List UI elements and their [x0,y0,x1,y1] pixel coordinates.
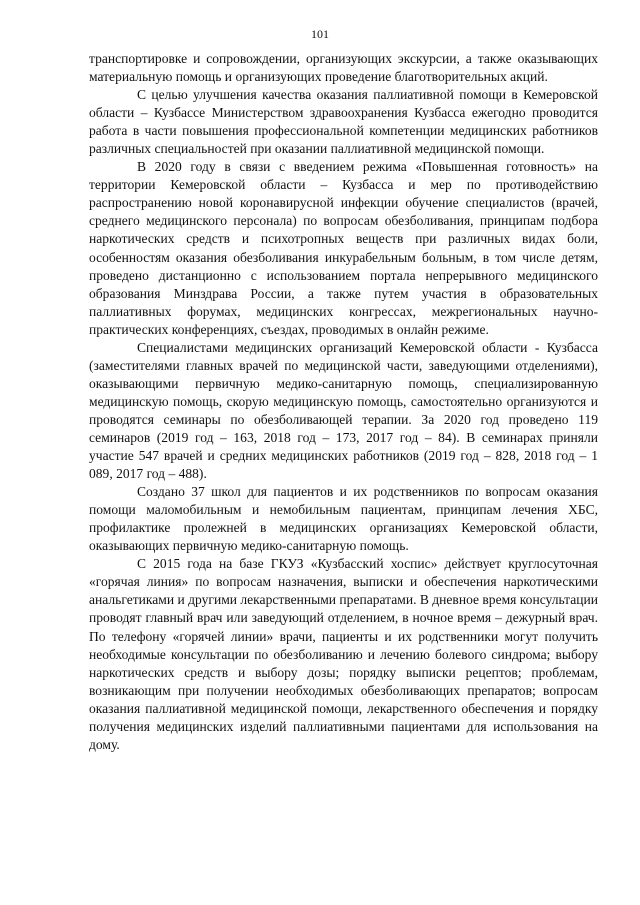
paragraph: Создано 37 школ для пациентов и их родственников по вопросам оказания помощи маломобильным и немобильным пациентам, принципам лечения ХБС, профилактике пролежней в медицинских организациях Кемеровской области, оказывающих первичную медико-санитарную помощь. [89,484,598,554]
paragraph: Специалистами медицинских организаций Кемеровской области - Кузбасса (заместителями главных врачей по медицинской части, заведующими отделениями), оказывающими первичную медико-санитарную помощь, специализированную медицинскую помощь, скорую медицинскую помощь, самостоятельно организуются и проводятся семинары по обезболивающей терапии. За 2020 год проведено 119 семинаров (2019 год – 163, 2018 год – 173, 2017 год – 84). В семинарах приняли участие 547 врачей и средних медицинских работников (2019 год – 828, 2018 год – 1 089, 2017 год – 488). [89,339,598,482]
paragraph: В 2020 году в связи с введением режима «Повышенная готовность» на территории Кемеровской области – Кузбасса и мер по противодействию распространению новой коронавирусной инфекции обучение специалистов (врачей, среднего медицинского персонала) по вопросам обезболивания, принципам подбора наркотических средств и психотропных веществ при различных видах боли, особенностям оказания обезболивания инкурабельным больным, в том числе детям, проведено дистанционно с использованием портала непрерывного медицинского образования Минздрава России, а также путем участия в образовательных паллиативных форумах, медицинских конгрессах, межрегиональных научно-практических конференциях, съездах, проводимых в онлайн режиме. [89,159,598,337]
paragraph: С целью улучшения качества оказания паллиативной помощи в Кемеровской области – Кузбассе Министерством здравоохранения Кузбасса ежегодно проводится работа в части повышения профессиональной компетенции медицинских работников различных специальностей при оказании паллиативной медицинской помощи. [89,87,598,157]
page-body [89,50,598,754]
page-number: 101 [311,27,329,41]
paragraph: транспортировке и сопровождении, организующих экскурсии, а также оказывающих материальную помощь и организующих проведение благотворительных акций. [89,51,598,85]
paragraph: С 2015 года на базе ГКУЗ «Кузбасский хоспис» действует круглосуточная «горячая линия» по вопросам назначения, выписки и обеспечения наркотическими анальгетиками и другими лекарственными препаратами. В дневное время консультации проводят главный врач или заведующий отделением, в ночное время – дежурный врач. По телефону «горячей линии» врачи, пациенты и их родственники могут получить необходимые консультации по обезболиванию и лечению болевого синдрома; выбору наркотических средств и выбору дозы; порядку выписки рецептов; проблемам, возникающим при получении необходимых обезболивающих препаратов; вопросам оказания паллиативной медицинской помощи, лекарственного обеспечения и порядку получения медицинских изделий паллиативными пациентами для использования на дому. [89,556,598,752]
